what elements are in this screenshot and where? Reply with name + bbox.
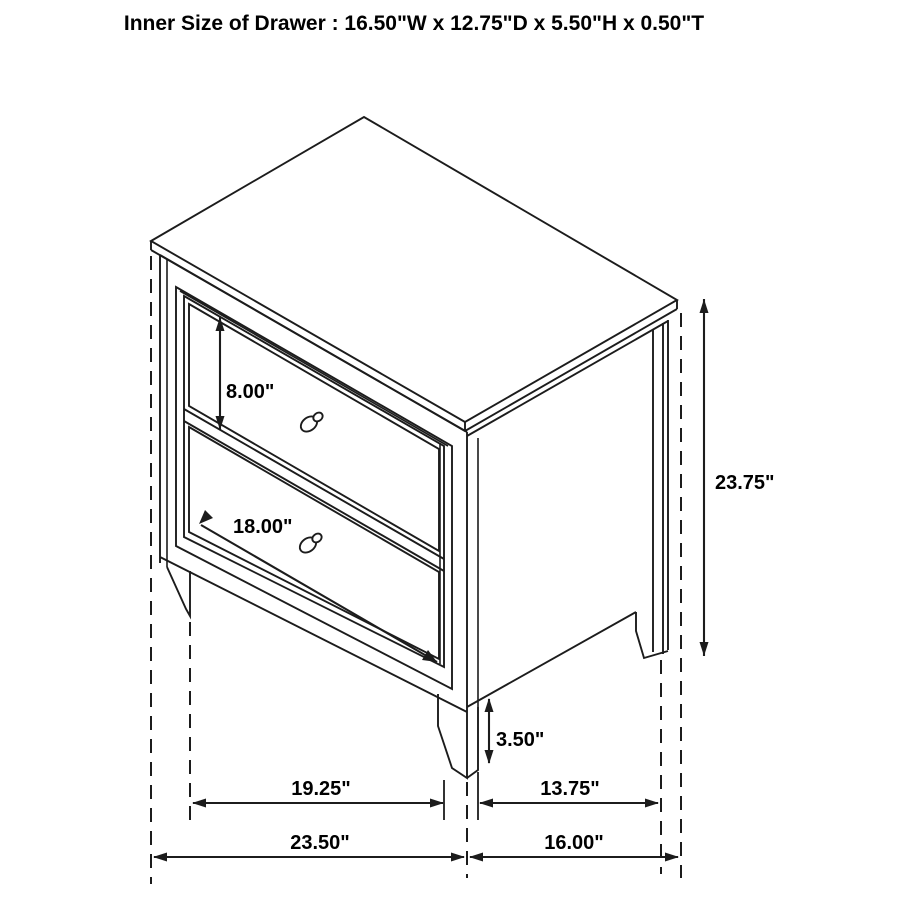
- dimension-label-overall-width: 23.50": [290, 832, 350, 854]
- dimension-overall-depth: [469, 832, 679, 862]
- dimension-front-leg-spacing: [192, 778, 444, 808]
- arrowhead-down: [700, 642, 709, 656]
- side-panel-back-edges: [653, 320, 668, 654]
- dimension-leg-height: [485, 698, 545, 764]
- arrowhead-right: [430, 799, 444, 808]
- arrowhead-down: [485, 750, 494, 764]
- dimension-label-drawer-front-height: 8.00": [226, 381, 275, 403]
- knob-bottom-drawer: [297, 532, 323, 556]
- dimension-label-drawer-opening-width: 18.00": [233, 516, 293, 538]
- arrowhead-left: [153, 853, 167, 862]
- front-left-leg: [167, 567, 190, 616]
- top-panel-edge-band: [151, 250, 677, 431]
- arrowhead-up: [485, 698, 494, 712]
- page-title: Inner Size of Drawer : 16.50"W x 12.75"D x 5.50"H x 0.50"T: [123, 12, 705, 35]
- arrowhead-left: [192, 799, 206, 808]
- side-panel: [467, 320, 668, 707]
- dimension-label-overall-height: 23.75": [715, 472, 775, 494]
- dimension-overall-width: [153, 832, 465, 862]
- arrowhead-right: [451, 853, 465, 862]
- side-panel-top-edge: [467, 321, 668, 436]
- dimension-label-leg-height: 3.50": [496, 729, 545, 751]
- arrowhead-up: [700, 299, 709, 313]
- arrowhead-right: [665, 853, 679, 862]
- drawer-opening: [184, 296, 444, 667]
- arrowhead-left: [469, 853, 483, 862]
- arrowhead-right: [645, 799, 659, 808]
- extension-lines: [151, 256, 681, 884]
- knob-top-drawer: [298, 411, 324, 435]
- nightstand-drawing: [151, 117, 677, 778]
- arrowhead-upper-left: [199, 510, 213, 524]
- dimension-side-leg-spacing: [479, 778, 659, 808]
- top-panel-outline: [151, 117, 677, 422]
- arrowhead-left: [479, 799, 493, 808]
- drawer-frame-outer: [176, 287, 452, 689]
- dimension-label-side-leg-spacing: 13.75": [540, 778, 600, 800]
- side-panel-bottom-edge: [467, 612, 636, 707]
- dimension-label-overall-depth: 16.00": [544, 832, 604, 854]
- dimension-label-front-leg-spacing: 19.25": [291, 778, 351, 800]
- dimension-overall-height: [700, 299, 775, 656]
- dimension-drawer-front-height: [216, 317, 275, 430]
- front-face: [160, 255, 467, 712]
